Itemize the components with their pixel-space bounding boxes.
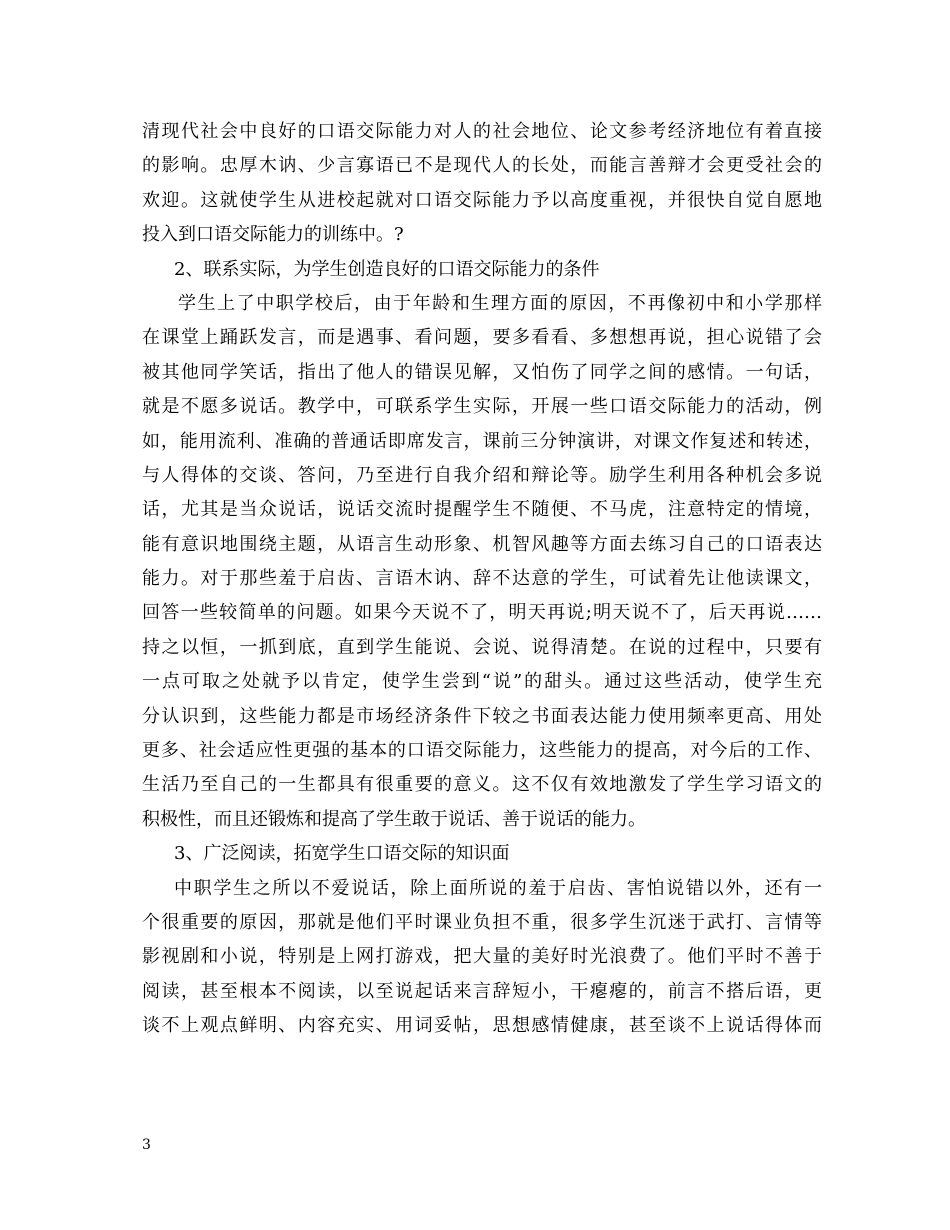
text-line: 影视剧和小说，特别是上网打游戏，把大量的美好时光浪费了。他们平时不善于 [142, 946, 822, 968]
text-line: 阅读，甚至根本不阅读，以至说起话来言辞短小，干瘪瘪的，前言不搭后语，更 [142, 980, 822, 1002]
text-line: 生活乃至自己的一生都具有很重要的意义。这不仅有效地激发了学生学习语文的 [142, 774, 822, 796]
body-text [142, 115, 822, 1044]
text-line: 积极性，而且还锻炼和提高了学生敢于说话、善于说话的能力。 [142, 808, 646, 830]
text-line: 分认识到，这些能力都是市场经济条件下较之书面表达能力使用频率更高、用处 [142, 705, 822, 727]
text-line: 能有意识地围绕主题，从语言生动形象、机智风趣等方面去练习自己的口语表达 [142, 533, 822, 555]
text-line: 清现代社会中良好的口语交际能力对人的社会地位、论文参考经济地位有着直接 [142, 121, 822, 142]
text-line: 投入到口语交际能力的训练中。? [142, 224, 404, 246]
text-line: 中职学生之所以不爱说话，除上面所说的羞于启齿、害怕说错以外，还有一 [174, 877, 822, 899]
text-line: 与人得体的交谈、答问，乃至进行自我介绍和辩论等。励学生利用各种机会多说 [142, 464, 822, 486]
text-line: 更多、社会适应性更强的基本的口语交际能力，这些能力的提高，对今后的工作、 [142, 740, 822, 762]
text-line: 如，能用流利、准确的普通话即席发言，课前三分钟演讲，对课文作复述和转述， [142, 430, 822, 452]
text-line: 就是不愿多说话。教学中，可联系学生实际，开展一些口语交际能力的活动，例 [142, 396, 822, 418]
text-line: 谈不上观点鲜明、内容充实、用词妥帖，思想感情健康，甚至谈不上说话得体而 [142, 1015, 822, 1037]
text-line: 能力。对于那些羞于启齿、言语木讷、辞不达意的学生，可试着先让他读课文， [142, 568, 822, 590]
text-line: 一点可取之处就予以肯定，使学生尝到“说”的甜头。通过这些活动，使学生充 [142, 671, 822, 693]
section-heading: 2、联系实际，为学生创造良好的口语交际能力的条件 [174, 258, 600, 280]
page-number: 3 [142, 1137, 151, 1153]
text-line: 学生上了中职学校后，由于年龄和生理方面的原因，不再像初中和小学那样 [178, 292, 822, 314]
text-line: 持之以恒，一抓到底，直到学生能说、会说、说得清楚。在说的过程中，只要有 [142, 636, 822, 658]
text-line: 个很重要的原因，那就是他们平时课业负担不重，很多学生沉迷于武打、言情等 [142, 911, 822, 933]
text-line: 在课堂上踊跃发言，而是遇事、看问题，要多看看、多想想再说，担心说错了会 [142, 327, 822, 349]
text-line: 欢迎。这就使学生从进校起就对口语交际能力予以高度重视，并很快自觉自愿地 [142, 189, 822, 211]
text-line: 话，尤其是当众说话，说话交流时提醒学生不随便、不马虎，注意特定的情境， [142, 499, 822, 521]
text-line: 被其他同学笑话，指出了他人的错误见解，又怕伤了同学之间的感情。一句话， [142, 361, 822, 383]
text-line: 的影响。忠厚木讷、少言寡语已不是现代人的长处，而能言善辩才会更受社会的 [142, 155, 822, 177]
text-line: 回答一些较简单的问题。如果今天说不了，明天再说;明天说不了，后天再说…… [142, 602, 822, 624]
section-heading: 3、广泛阅读，拓宽学生口语交际的知识面 [174, 843, 510, 865]
